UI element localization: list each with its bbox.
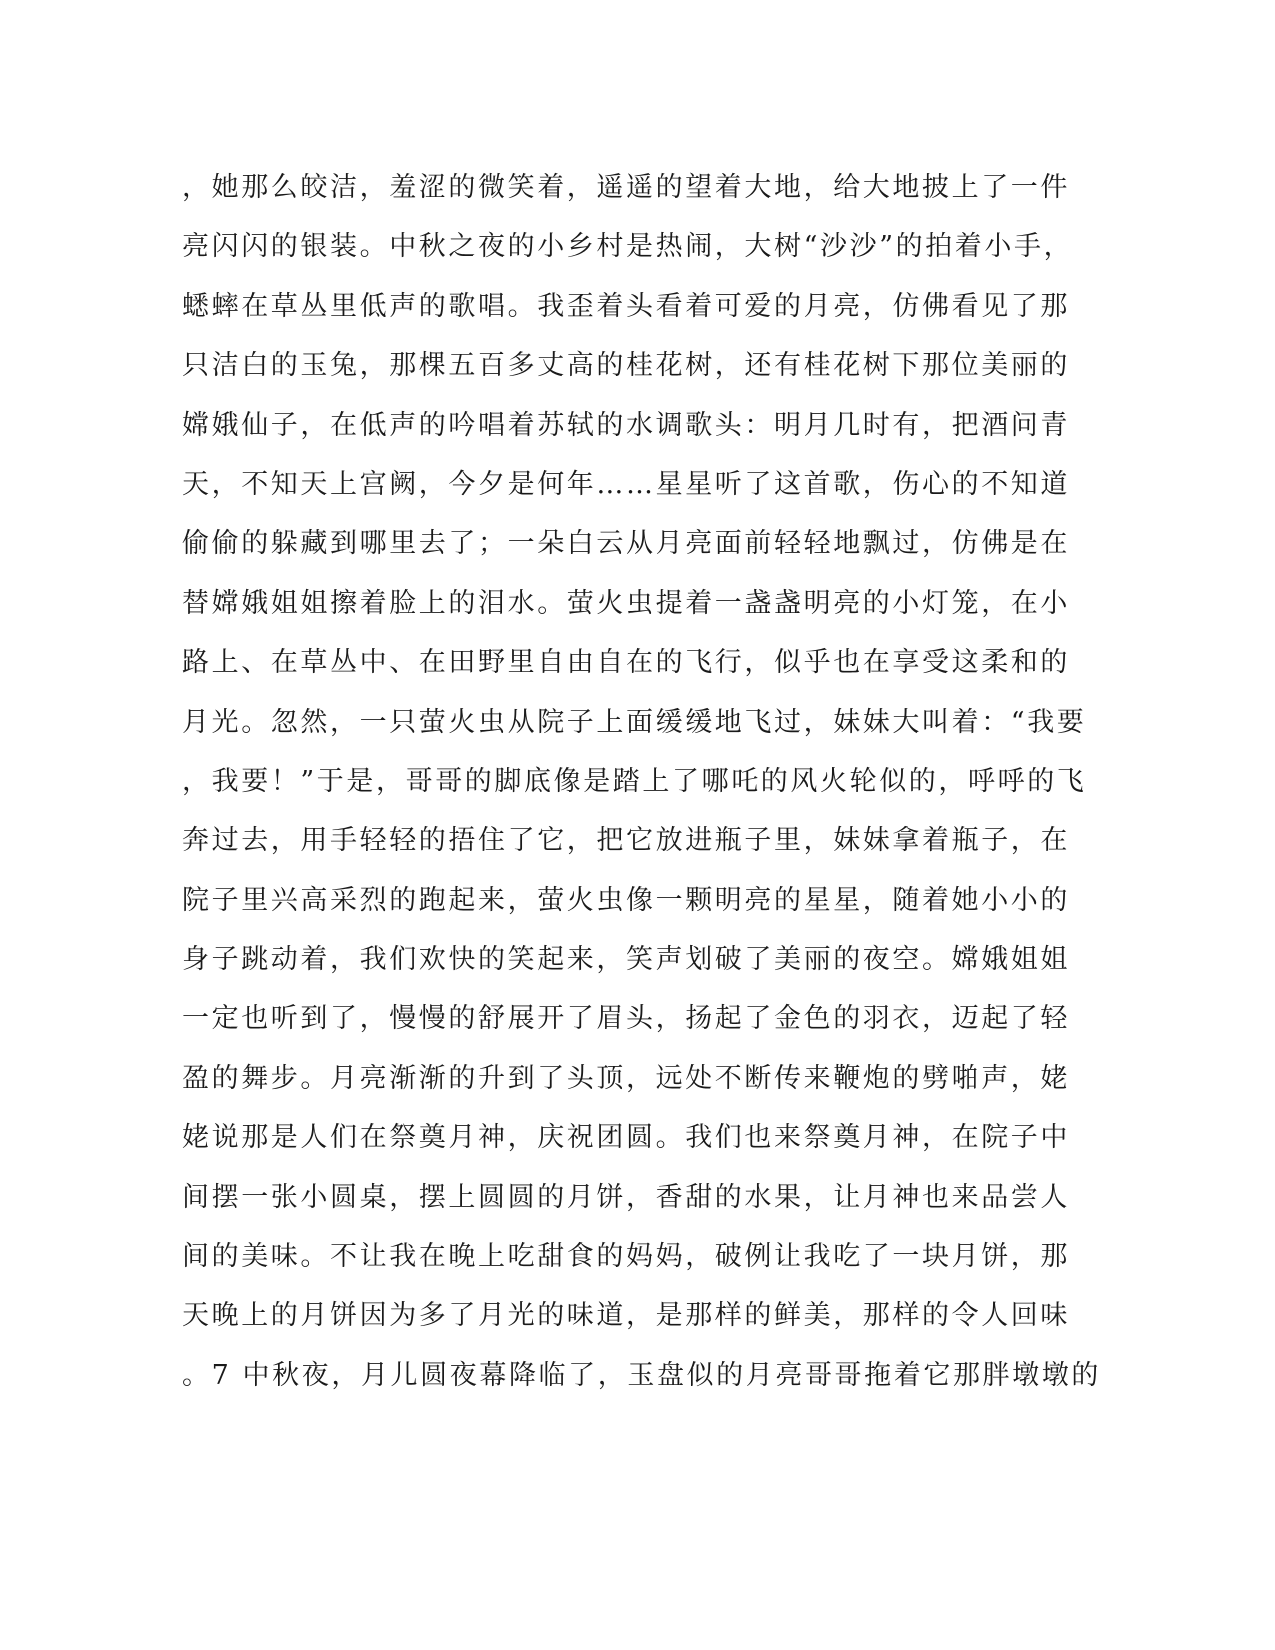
text-line: ，我要！”于是，哥哥的脚底像是踏上了哪吒的风火轮似的，呼呼的飞 xyxy=(182,765,1087,797)
text-line: 嫦娥仙子，在低声的吟唱着苏轼的水调歌头：明月几时有，把酒问青 xyxy=(182,409,1070,441)
text-line: ，她那么皎洁，羞涩的微笑着，遥遥的望着大地，给大地披上了一件 xyxy=(182,172,1070,203)
text-line: 姥说那是人们在祭奠月神，庆祝团圆。我们也来祭奠月神，在院子中 xyxy=(182,1122,1070,1154)
text-line: 间摆一张小圆桌，摆上圆圆的月饼，香甜的水果，让月神也来品尝人 xyxy=(182,1181,1070,1213)
body-text xyxy=(182,158,1101,1405)
text-line: 月光。忽然，一只萤火虫从院子上面缓缓地飞过，妹妹大叫着：“我要 xyxy=(182,706,1087,738)
text-line: 替嫦娥姐姐擦着脸上的泪水。萤火虫提着一盏盏明亮的小灯笼，在小 xyxy=(182,587,1070,619)
text-line: 天晚上的月饼因为多了月光的味道，是那样的鲜美，那样的令人回味 xyxy=(182,1300,1070,1332)
text-line: 。7 中秋夜，月儿圆夜幕降临了，玉盘似的月亮哥哥拖着它那胖墩墩的 xyxy=(182,1359,1101,1391)
text-line: 路上、在草丛中、在田野里自由自在的飞行，似乎也在享受这柔和的 xyxy=(182,647,1070,679)
text-line: 身子跳动着，我们欢快的笑起来，笑声划破了美丽的夜空。嫦娥姐姐 xyxy=(182,944,1070,976)
text-line: 一定也听到了，慢慢的舒展开了眉头，扬起了金色的羽衣，迈起了轻 xyxy=(182,1003,1070,1035)
text-line: 院子里兴高采烈的跑起来，萤火虫像一颗明亮的星星，随着她小小的 xyxy=(182,884,1070,916)
text-line: 蟋蟀在草丛里低声的歌唱。我歪着头看着可爱的月亮，仿佛看见了那 xyxy=(182,290,1070,322)
text-line: 天，不知天上宫阙，今夕是何年……星星听了这首歌，伤心的不知道 xyxy=(182,468,1070,500)
text-line: 只洁白的玉兔，那棵五百多丈高的桂花树，还有桂花树下那位美丽的 xyxy=(182,350,1070,382)
text-line: 奔过去，用手轻轻的捂住了它，把它放进瓶子里，妹妹拿着瓶子，在 xyxy=(182,825,1070,857)
text-line: 盈的舞步。月亮渐渐的升到了头顶，远处不断传来鞭炮的劈啪声，姥 xyxy=(182,1062,1070,1094)
text-line: 间的美味。不让我在晚上吃甜食的妈妈，破例让我吃了一块月饼，那 xyxy=(182,1241,1070,1273)
text-line: 亮闪闪的银装。中秋之夜的小乡村是热闹，大树“沙沙”的拍着小手， xyxy=(182,231,1074,263)
text-line: 偷偷的躲藏到哪里去了；一朵白云从月亮面前轻轻地飘过，仿佛是在 xyxy=(182,528,1070,560)
